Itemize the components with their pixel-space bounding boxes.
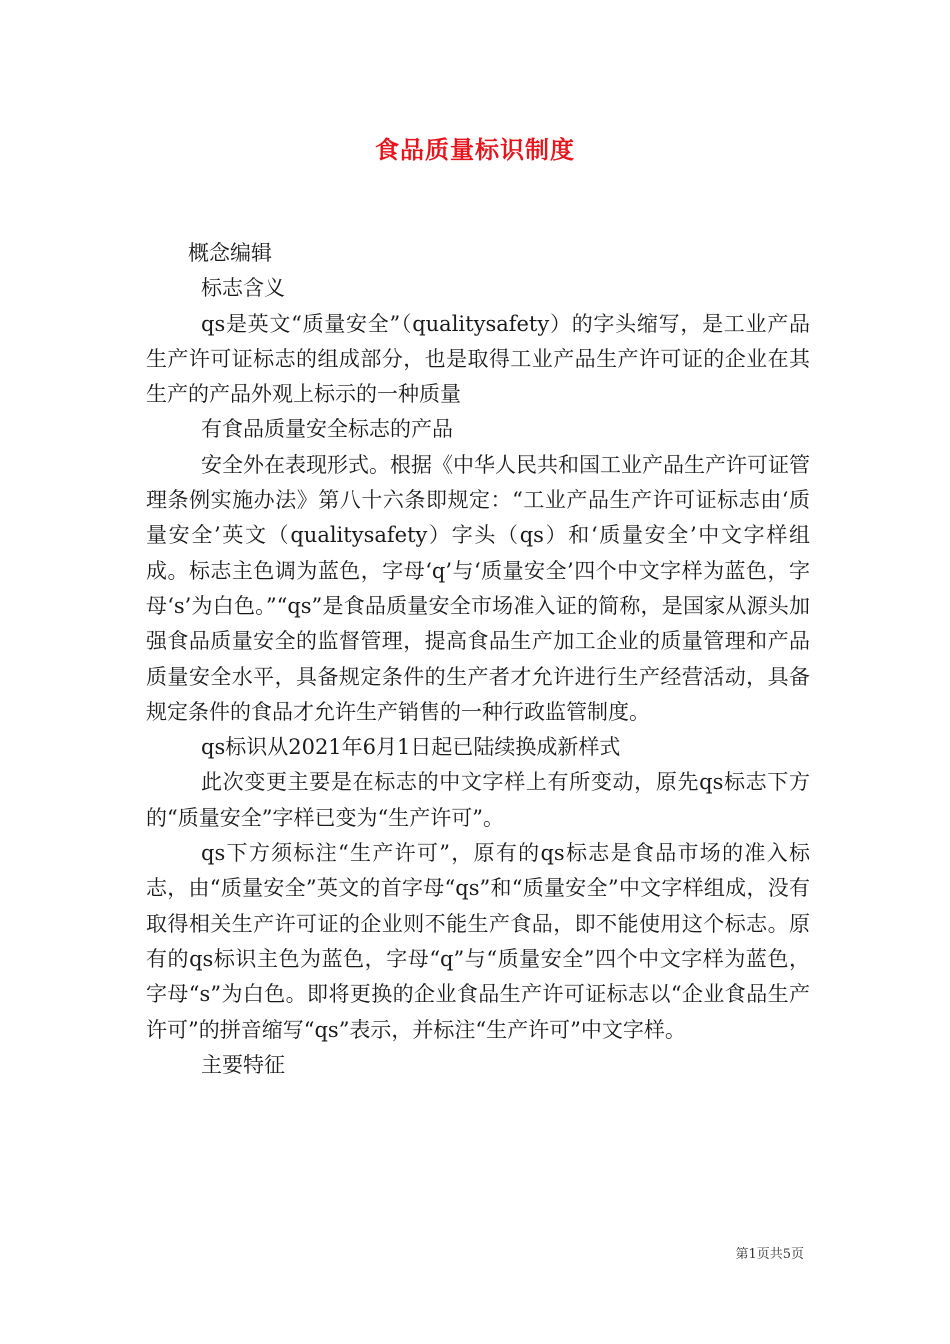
section-heading-meaning: 标志含义 [201, 276, 285, 301]
section-heading-concept: 概念编辑 [188, 241, 272, 265]
paragraph-license-note: qs下方须标注“生产许可”，原有的qs标志是食品市场的准入标志，由“质量安全”英文的首字母“qs”和“质量安全”中文字样组成，没有取得相关生产许可证的企业则不能生产食品，即不能使用这个标志。原有的qs标识主色为蓝色，字母“q”与“质量安全”四个中文字样为蓝色，字母“s”为白色。即将更换的企业食品生产许可证标志以“企业食品生产许可”的拼音缩写“qs”表示，并标注“生产许可”中文字样。 [146, 841, 810, 1042]
paragraph-product-caption: 有食品质量安全标志的产品 [201, 417, 453, 442]
paragraph-regulation: 安全外在表现形式。根据《中华人民共和国工业产品生产许可证管理条例实施办法》第八十六条即规定：“工业产品生产许可证标志由‘质量安全’英文（qualitysafety）字头（qs）和‘质量安全’中文字样组成。标志主色调为蓝色，字母‘q’与‘质量安全’四个中文字样为蓝色，字母‘s’为白色。”“qs”是食品质量安全市场准入证的简称，是国家从源头加强食品质量安全的监督管理，提高食品生产加工企业的质量管理和产品质量安全水平，具备规定条件的生产者才允许进行生产经营活动，具备规定条件的食品才允许生产销售的一种行政监管制度。 [146, 452, 810, 724]
document-body [146, 236, 810, 1083]
page-number: 第1页共5页 [735, 1247, 804, 1262]
paragraph-new-style: qs标识从2021年6月1日起已陆续换成新样式 [201, 735, 621, 760]
section-heading-features: 主要特征 [201, 1052, 285, 1077]
document-title: 食品质量标识制度 [375, 135, 575, 164]
paragraph-change: 此次变更主要是在标志的中文字样上有所变动，原先qs标志下方的“质量安全”字样已变为“生产许可”。 [146, 770, 810, 830]
paragraph-qs-definition: qs是英文“质量安全”（qualitysafety）的字头缩写，是工业产品生产许可证标志的组成部分，也是取得工业产品生产许可证的企业在其生产的产品外观上标示的一种质量 [146, 311, 810, 407]
